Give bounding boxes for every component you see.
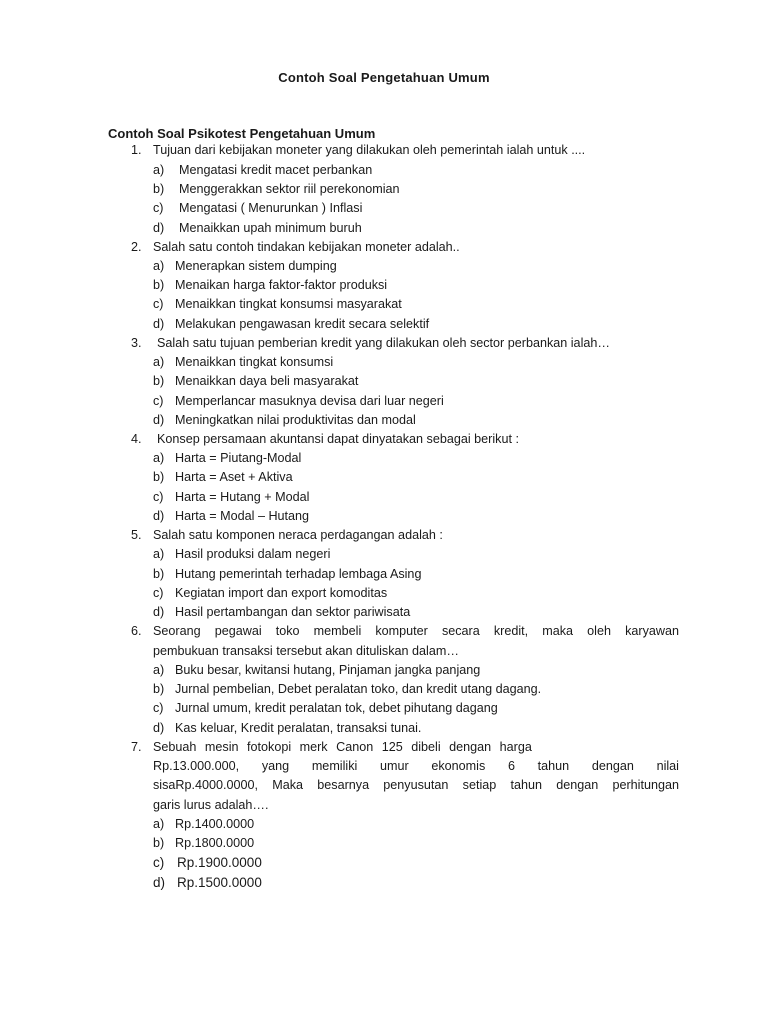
option-letter: c) — [153, 201, 164, 215]
option-text: Harta = Hutang + Modal — [175, 490, 310, 504]
question-number: 3. — [131, 336, 142, 350]
option-text: Rp.1900.0000 — [177, 855, 262, 870]
option-letter: b) — [153, 567, 165, 581]
option-text: Meningkatkan nilai produktivitas dan modal — [175, 413, 416, 427]
question-text: Salah satu tujuan pemberian kredit yang dilakukan oleh sector perbankan ialah… — [157, 336, 610, 350]
option-letter: d) — [153, 605, 165, 619]
option-text: Rp.1800.0000 — [175, 836, 255, 850]
question-text: Rp.13.000.000, yang memiliki umur ekonomis 6 tahun dengan nilai — [153, 759, 679, 773]
option-text: Melakukan pengawasan kredit secara selektif — [175, 317, 430, 331]
option-letter: a) — [153, 817, 165, 831]
question-text: Salah satu contoh tindakan kebijakan moneter adalah.. — [153, 240, 460, 254]
option-letter: a) — [153, 547, 165, 561]
option-letter: b) — [153, 374, 165, 388]
question-text: sisaRp.4000.0000, Maka besarnya penyusutan setiap tahun dengan perhitungan — [153, 778, 679, 792]
option-letter: b) — [153, 182, 165, 196]
option-text: Harta = Modal – Hutang — [175, 509, 310, 523]
option-text: Jurnal pembelian, Debet peralatan toko, dan kredit utang dagang. — [175, 682, 542, 696]
option-text: Rp.1400.0000 — [175, 817, 255, 831]
option-text: Harta = Aset + Aktiva — [175, 470, 293, 484]
question-number: 4. — [131, 432, 142, 446]
option-text: Mengatasi ( Menurunkan ) Inflasi — [179, 201, 363, 215]
option-text: Menaikkan upah minimum buruh — [179, 221, 362, 235]
option-letter: d) — [153, 509, 165, 523]
option-text: Kegiatan import dan export komoditas — [175, 586, 388, 600]
option-text: Menaikkan tingkat konsumsi masyarakat — [175, 297, 402, 311]
option-text: Memperlancar masuknya devisa dari luar negeri — [175, 394, 444, 408]
option-letter: a) — [153, 451, 165, 465]
document-title: Contoh Soal Pengetahuan Umum — [278, 70, 490, 85]
option-letter: c) — [153, 394, 164, 408]
option-text: Harta = Piutang-Modal — [175, 451, 302, 465]
option-letter: a) — [153, 663, 165, 677]
option-letter: a) — [153, 259, 165, 273]
option-text: Hutang pemerintah terhadap lembaga Asing — [175, 567, 422, 581]
option-text: Buku besar, kwitansi hutang, Pinjaman jangka panjang — [175, 663, 481, 677]
option-text: Menaikan harga faktor-faktor produksi — [175, 278, 388, 292]
option-text: Rp.1500.0000 — [177, 875, 262, 890]
question-number: 1. — [131, 143, 142, 157]
option-letter: d) — [153, 221, 165, 235]
question-text: Salah satu komponen neraca perdagangan adalah : — [153, 528, 443, 542]
question-text: pembukuan transaksi tersebut akan dituliskan dalam… — [153, 644, 459, 658]
option-letter: b) — [153, 278, 165, 292]
question-text: Tujuan dari kebijakan moneter yang dilakukan oleh pemerintah ialah untuk .... — [153, 143, 586, 157]
question-text: Sebuah mesin fotokopi merk Canon 125 dibeli dengan harga — [153, 740, 532, 754]
option-letter: a) — [153, 355, 165, 369]
question-number: 5. — [131, 528, 142, 542]
option-letter: c) — [153, 490, 164, 504]
option-letter: d) — [153, 875, 166, 890]
option-letter: a) — [153, 163, 165, 177]
option-letter: c) — [153, 297, 164, 311]
option-letter: d) — [153, 413, 165, 427]
option-letter: d) — [153, 317, 165, 331]
option-text: Menggerakkan sektor riil perekonomian — [179, 182, 400, 196]
option-letter: c) — [153, 586, 164, 600]
option-letter: c) — [153, 701, 164, 715]
option-text: Kas keluar, Kredit peralatan, transaksi tunai. — [175, 721, 422, 735]
question-text: garis lurus adalah…. — [153, 798, 269, 812]
option-letter: b) — [153, 682, 165, 696]
option-text: Hasil produksi dalam negeri — [175, 547, 331, 561]
option-text: Jurnal umum, kredit peralatan tok, debet pihutang dagang — [175, 701, 498, 715]
option-text: Mengatasi kredit macet perbankan — [179, 163, 373, 177]
question-text: Seorang pegawai toko membeli komputer secara kredit, maka oleh karyawan — [153, 624, 679, 638]
option-text: Menaikkan tingkat konsumsi — [175, 355, 334, 369]
option-text: Menaikkan daya beli masyarakat — [175, 374, 359, 388]
option-letter: d) — [153, 721, 165, 735]
question-number: 7. — [131, 740, 142, 754]
section-title: Contoh Soal Psikotest Pengetahuan Umum — [108, 126, 376, 141]
option-letter: c) — [153, 855, 165, 870]
option-text: Hasil pertambangan dan sektor pariwisata — [175, 605, 411, 619]
question-number: 2. — [131, 240, 142, 254]
question-number: 6. — [131, 624, 142, 638]
option-letter: b) — [153, 836, 165, 850]
question-text: Konsep persamaan akuntansi dapat dinyatakan sebagai berikut : — [157, 432, 519, 446]
option-letter: b) — [153, 470, 165, 484]
option-text: Menerapkan sistem dumping — [175, 259, 337, 273]
